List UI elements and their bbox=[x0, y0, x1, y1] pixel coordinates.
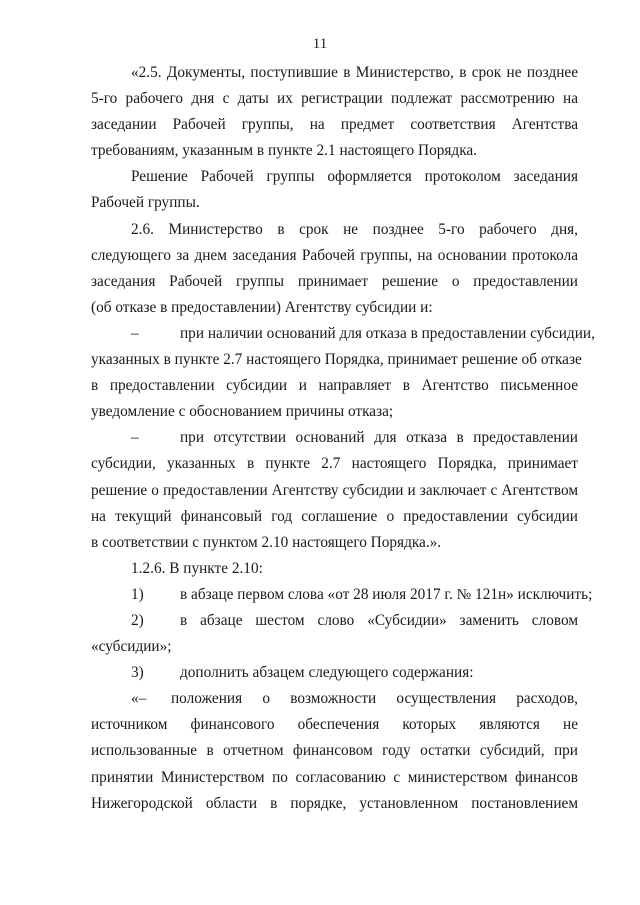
text-line bbox=[91, 504, 578, 530]
line-text: при отсутствии оснований для отказа в предоставлении bbox=[180, 429, 578, 447]
list-marker: – bbox=[131, 324, 139, 342]
text-line bbox=[91, 86, 578, 112]
text-line bbox=[91, 399, 578, 425]
line-text: Рабочей группы. bbox=[91, 194, 200, 212]
text-line bbox=[91, 608, 578, 634]
text-line bbox=[91, 243, 578, 269]
line-text: уведомление с обоснованием причины отказа; bbox=[91, 403, 394, 421]
text-line bbox=[91, 686, 578, 712]
text-line bbox=[91, 347, 582, 373]
line-text: источником финансового обеспечения которых являются не bbox=[91, 716, 578, 734]
line-text: 2.6. Министерство в срок не позднее 5-го рабочего дня, bbox=[131, 220, 578, 238]
line-text: 5-го рабочего дня с даты их регистрации подлежат рассмотрению на bbox=[91, 90, 578, 108]
text-line bbox=[91, 217, 578, 243]
text-line bbox=[91, 138, 578, 164]
document-body bbox=[91, 60, 595, 817]
line-text: заседания Рабочей группы принимает решение о предоставлении bbox=[91, 272, 578, 290]
text-line bbox=[91, 582, 593, 608]
text-line bbox=[91, 556, 578, 582]
text-line bbox=[91, 295, 578, 321]
line-text: Решение Рабочей группы оформляется протоколом заседания bbox=[131, 168, 578, 186]
line-text: дополнить абзацем следующего содержания: bbox=[180, 664, 474, 682]
line-text: субсидии, указанных в пункте 2.7 настоящего Порядка, принимает bbox=[91, 455, 578, 473]
line-text: заседании Рабочей группы, на предмет соответствия Агентства bbox=[91, 116, 578, 134]
line-text: использованные в отчетном финансовом году остатки субсидий, при bbox=[91, 742, 578, 760]
line-text: «субсидии»; bbox=[91, 638, 172, 656]
text-line bbox=[91, 373, 578, 399]
text-line bbox=[91, 478, 578, 504]
text-line bbox=[91, 425, 578, 451]
line-text: в абзаце первом слова «от 28 июля 2017 г. № 121н» исключить; bbox=[180, 585, 593, 603]
line-text: требованиям, указанным в пункте 2.1 настоящего Порядка. bbox=[91, 142, 478, 160]
line-text: (об отказе в предоставлении) Агентству субсидии и: bbox=[91, 298, 433, 316]
text-line bbox=[91, 530, 578, 556]
text-line bbox=[91, 712, 578, 738]
text-line bbox=[91, 321, 595, 347]
text-line bbox=[91, 451, 578, 477]
text-line bbox=[91, 660, 578, 686]
list-marker: – bbox=[131, 429, 139, 447]
line-text: решение о предоставлении Агентству субсидии и заключает с Агентством bbox=[91, 481, 578, 499]
list-marker: «– bbox=[131, 690, 147, 708]
text-line bbox=[91, 738, 578, 764]
line-text: 1.2.6. В пункте 2.10: bbox=[131, 559, 263, 577]
page-number: 11 bbox=[312, 36, 328, 52]
line-text: принятии Министерством по согласованию с министерством финансов bbox=[91, 768, 578, 786]
text-line bbox=[91, 634, 578, 660]
line-text: в абзаце шестом слово «Субсидии» заменить словом bbox=[180, 611, 578, 629]
text-line bbox=[91, 765, 578, 791]
list-marker: 2) bbox=[131, 611, 144, 629]
list-marker: 1) bbox=[131, 585, 144, 603]
line-text: указанных в пункте 2.7 настоящего Порядка, принимает решение об отказе bbox=[91, 351, 582, 369]
text-line bbox=[91, 190, 578, 216]
line-text: в предоставлении субсидии и направляет в Агентство письменное bbox=[91, 377, 578, 395]
line-text: на текущий финансовый год соглашение о предоставлении субсидии bbox=[91, 507, 578, 525]
line-text: следующего за днем заседания Рабочей группы, на основании протокола bbox=[91, 246, 578, 264]
text-line bbox=[91, 60, 578, 86]
line-text: Нижегородской области в порядке, установленном постановлением bbox=[91, 794, 578, 812]
text-line bbox=[91, 164, 578, 190]
text-line bbox=[91, 791, 578, 817]
list-marker: 3) bbox=[131, 664, 144, 682]
line-text: положения о возможности осуществления расходов, bbox=[171, 690, 578, 708]
text-line bbox=[91, 269, 578, 295]
text-line bbox=[91, 112, 578, 138]
line-text: в соответствии с пунктом 2.10 настоящего Порядка.». bbox=[91, 533, 442, 551]
line-text: при наличии оснований для отказа в предоставлении субсидии, bbox=[180, 324, 595, 342]
line-text: «2.5. Документы, поступившие в Министерство, в срок не позднее bbox=[131, 64, 578, 81]
